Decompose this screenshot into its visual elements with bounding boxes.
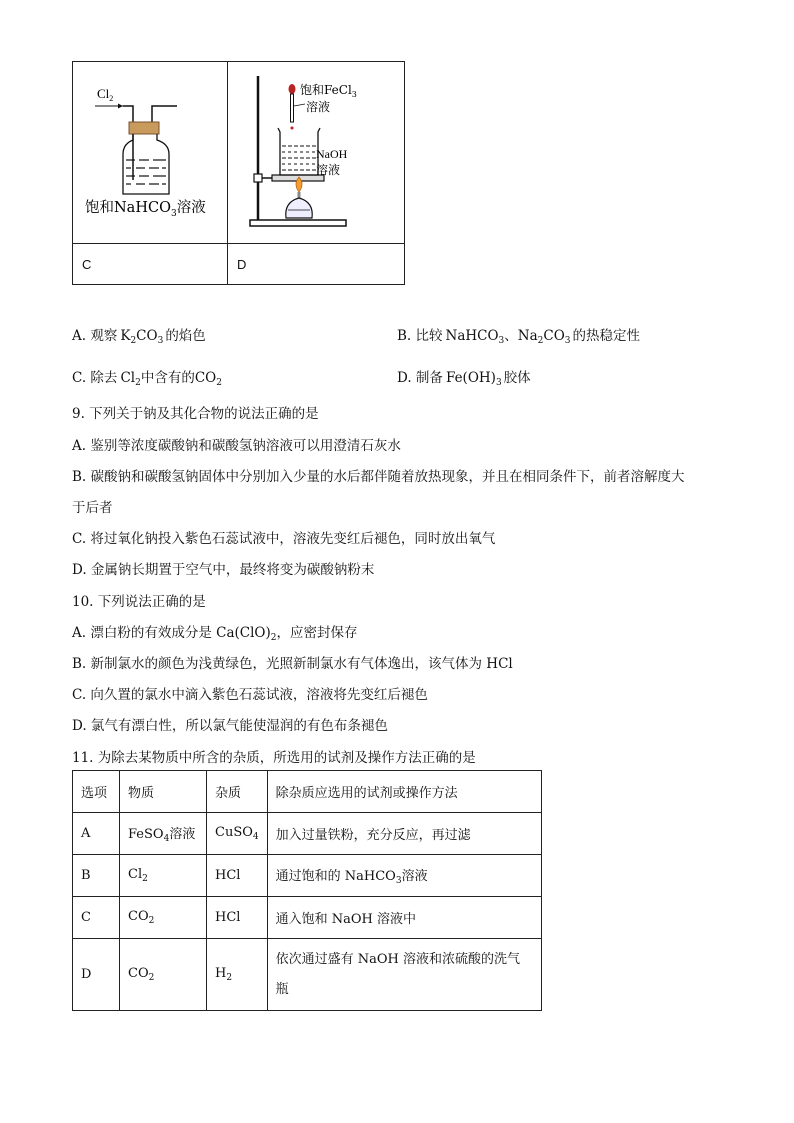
apparatus-c-cell <box>73 62 228 244</box>
table-row <box>73 855 542 897</box>
beaker-label-2: 溶液 <box>316 163 341 177</box>
header-substance: 物质 <box>120 771 207 813</box>
row-impurity: HCl <box>207 855 268 897</box>
iron-stand-base <box>250 220 346 226</box>
row-option: B <box>73 855 120 897</box>
row-method: 通入饱和 NaOH 溶液中 <box>267 897 541 939</box>
q9-option-d: D. 金属钠长期置于空气中，最终将变为碳酸钠粉末 <box>72 562 375 578</box>
table-row <box>73 813 542 855</box>
apparatus-d-cell <box>228 62 405 244</box>
table-row <box>73 939 542 1011</box>
apparatus-label-c: C <box>73 244 228 285</box>
header-option: 选项 <box>73 771 120 813</box>
q10-option-d: D. 氯气有漂白性，所以氯气能使湿润的有色布条褪色 <box>72 718 388 734</box>
row-option: C <box>73 897 120 939</box>
row-option: A <box>73 813 120 855</box>
row-method: 加入过量铁粉，充分反应，再过滤 <box>267 813 541 855</box>
table-header-row <box>73 771 542 813</box>
dropper-bulb <box>289 84 296 94</box>
row-substance: FeSO$_4$溶液 <box>120 813 207 855</box>
row-substance: $Cl_2$ <box>120 855 207 897</box>
q8-option-d: D. 制备 $Fe(OH)_3$ 胶体 <box>397 370 531 388</box>
q9-option-b: B. 碳酸钠和碳酸氢钠固体中分别加入少量的水后都伴随着放热现象，并且在相同条件下，前者溶解度大 <box>72 469 685 485</box>
row-substance: $CO_2$ <box>120 939 207 1011</box>
row-substance: $CO_2$ <box>120 897 207 939</box>
row-method: 依次通过盛有 NaOH 溶液和浓硫酸的洗气 瓶 <box>267 939 541 1011</box>
solution-label: 饱和NaHCO$_3$溶液 <box>85 200 206 219</box>
q8-option-c: C. 除去 $Cl_2$中含有的$CO_2$ <box>72 370 222 388</box>
dropper-tube <box>291 94 294 122</box>
apparatus-label-d: D <box>228 244 405 285</box>
wash-bottle-diagram <box>73 62 227 239</box>
q9-option-c: C. 将过氧化钠投入紫色石蕊试液中，溶液先变红后褪色，同时放出氧气 <box>72 531 496 547</box>
dropper-label: 饱和FeCl$_3$ <box>300 83 357 99</box>
q10-stem: 10. 下列说法正确的是 <box>72 594 206 610</box>
q9-stem: 9. 下列关于钠及其化合物的说法正确的是 <box>72 406 319 422</box>
row-impurity: $H_2$ <box>207 939 268 1011</box>
q8-option-b: B. 比较 NaHCO$_3$、$Na_2CO_3$ 的热稳定性 <box>397 328 641 346</box>
row-impurity: HCl <box>207 897 268 939</box>
apparatus-table <box>72 61 405 285</box>
gas-label: $Cl_2$ <box>97 86 114 103</box>
table-row <box>73 897 542 939</box>
dropper-label-2: 溶液 <box>306 100 331 114</box>
header-method: 除杂质应选用的试剂或操作方法 <box>267 771 541 813</box>
q10-option-a: A. 漂白粉的有效成分是 $Ca(ClO)_2$，应密封保存 <box>72 625 358 643</box>
row-method: 通过饱和的 NaHCO$_3$溶液 <box>267 855 541 897</box>
ferric-hydroxide-apparatus <box>228 62 404 239</box>
q11-table <box>72 770 542 1011</box>
q10-option-c: C. 向久置的氯水中滴入紫色石蕊试液，溶液将先变红后褪色 <box>72 687 428 703</box>
q9-option-a: A. 鉴别等浓度碳酸钠和碳酸氢钠溶液可以用澄清石灰水 <box>72 438 401 454</box>
stopper <box>129 122 159 134</box>
row-option: D <box>73 939 120 1011</box>
header-impurity: 杂质 <box>207 771 268 813</box>
row-impurity: CuSO$_4$ <box>207 813 268 855</box>
q9-option-b-cont: 于后者 <box>72 500 113 516</box>
beaker-label: NaOH <box>316 147 348 161</box>
alcohol-lamp <box>286 198 312 218</box>
q8-option-a: A. 观察 $K_2CO_3$ 的焰色 <box>72 328 206 346</box>
q10-option-b: B. 新制氯水的颜色为浅黄绿色，光照新制氯水有气体逸出，该气体为 HCl <box>72 656 513 672</box>
bottle <box>123 134 169 194</box>
q11-stem: 11. 为除去某物质中所含的杂质，所选用的试剂及操作方法正确的是 <box>72 750 476 766</box>
